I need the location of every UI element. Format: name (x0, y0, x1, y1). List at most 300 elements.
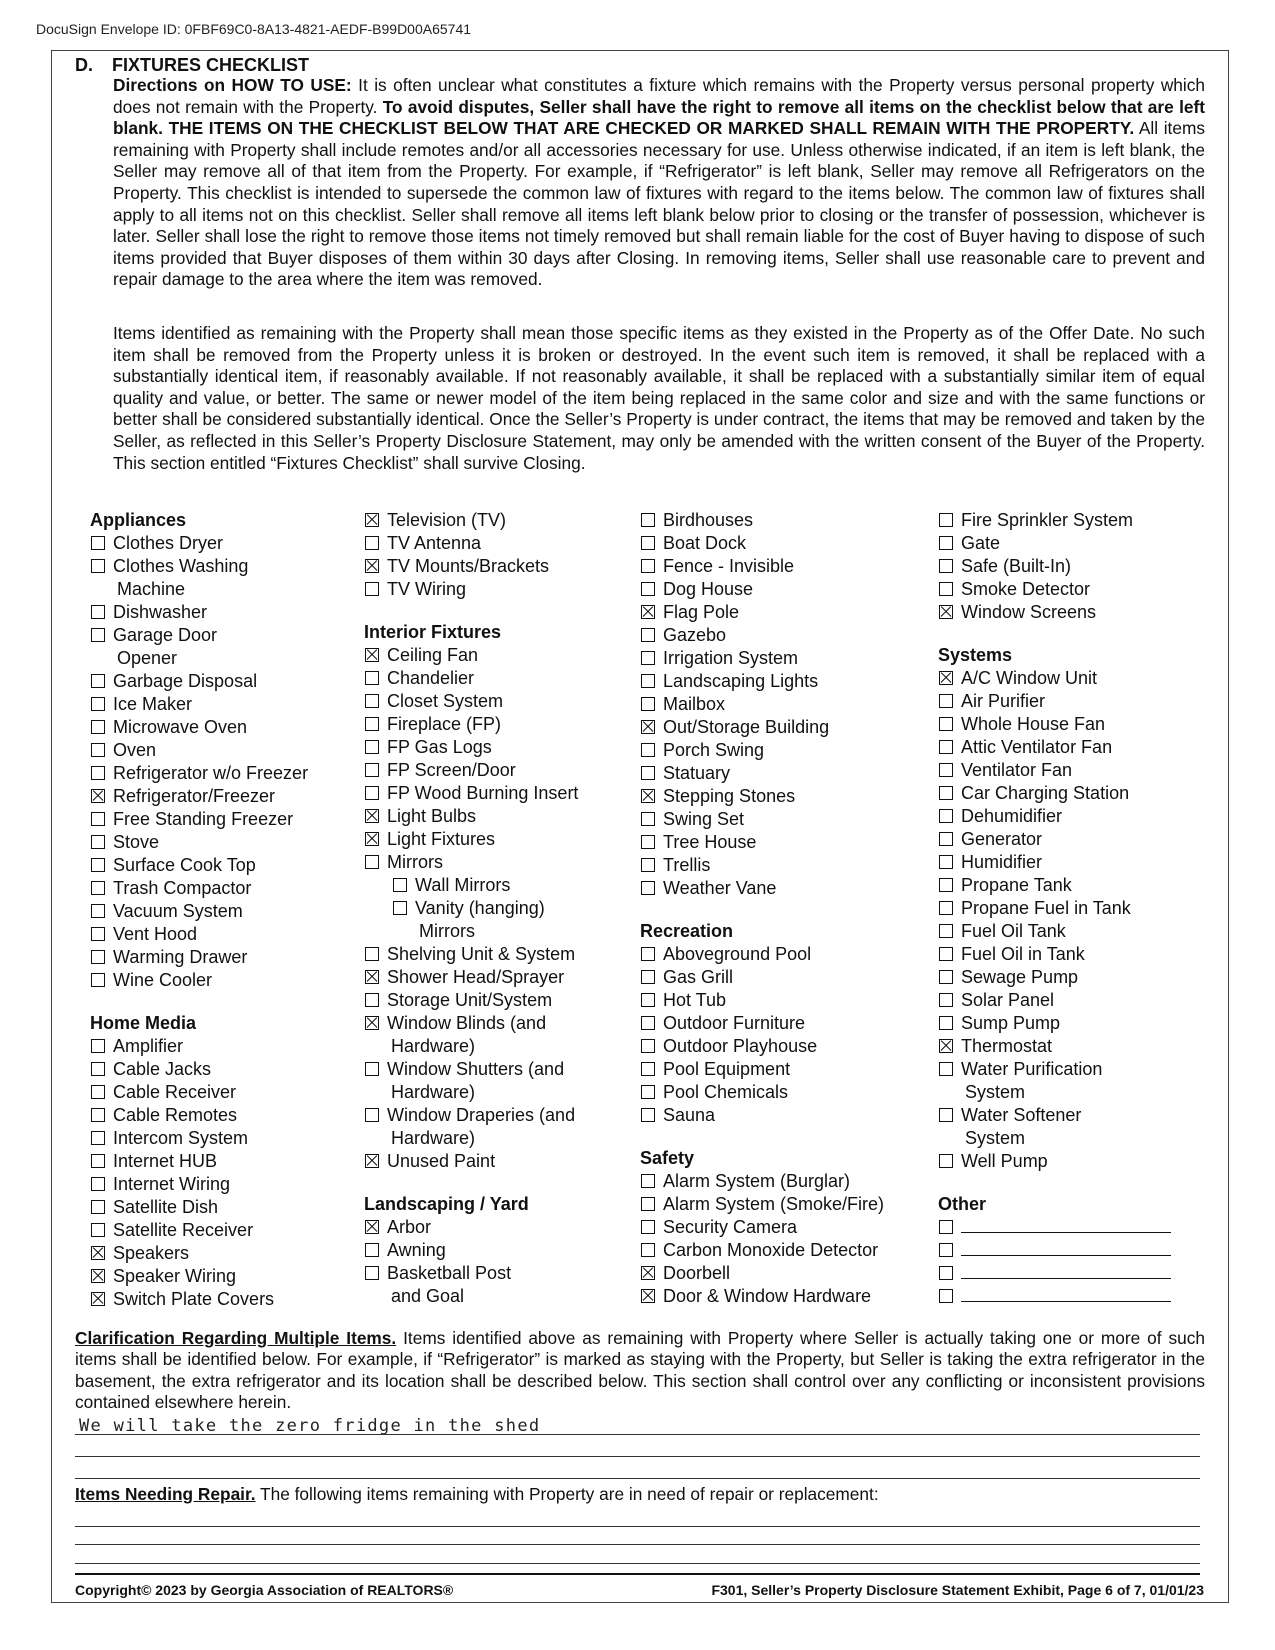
checkbox-empty-icon[interactable] (365, 1266, 379, 1280)
checklist-item-window-draperies-and[interactable] (364, 1104, 624, 1150)
other-item-blank-field[interactable] (961, 1240, 1171, 1256)
checkbox-empty-icon[interactable] (365, 1062, 379, 1076)
checkbox-empty-icon[interactable] (365, 536, 379, 550)
checkbox-checked-icon[interactable] (91, 789, 105, 803)
checklist-item-label: Tree House (663, 832, 757, 852)
checkbox-empty-icon[interactable] (641, 651, 655, 665)
checklist-item-internet-wiring[interactable] (90, 1173, 350, 1196)
checkbox-checked-icon[interactable] (91, 1246, 105, 1260)
checklist-item-stepping-stones[interactable] (640, 785, 905, 808)
checklist-item-dog-house[interactable] (640, 578, 905, 601)
checklist-item-porch-swing[interactable] (640, 739, 905, 762)
checkbox-empty-icon[interactable] (91, 858, 105, 872)
checkbox-empty-icon[interactable] (641, 947, 655, 961)
checkbox-empty-icon[interactable] (939, 694, 953, 708)
checklist-item-fire-sprinkler-system[interactable] (938, 509, 1198, 532)
checklist-item-label: Gazebo (663, 625, 727, 645)
checklist-item-surface-cook-top[interactable] (90, 854, 350, 877)
checklist-item-label-continued: Mirrors (419, 921, 475, 941)
checklist-item-a-c-window-unit[interactable] (938, 667, 1198, 690)
directions-lead: Directions on HOW TO USE: (113, 75, 352, 95)
checklist-item-label: Aboveground Pool (663, 944, 812, 964)
checkbox-checked-icon[interactable] (365, 513, 379, 527)
category-heading-systems: Systems (938, 645, 1013, 665)
checkbox-empty-icon[interactable] (91, 674, 105, 688)
checkbox-empty-icon[interactable] (939, 1243, 953, 1257)
checklist-item-clothes-washing[interactable] (90, 555, 350, 601)
checklist-item-oven[interactable] (90, 739, 350, 762)
checklist-item-storage-unit-system[interactable] (364, 989, 624, 1012)
checkbox-empty-icon[interactable] (939, 1266, 953, 1280)
checklist-item-label: Car Charging Station (961, 783, 1130, 803)
checklist-item-car-charging-station[interactable] (938, 782, 1198, 805)
checkbox-empty-icon[interactable] (641, 1085, 655, 1099)
checkbox-empty-icon[interactable] (365, 740, 379, 754)
checklist-item-vent-hood[interactable] (90, 923, 350, 946)
checklist-item-well-pump[interactable] (938, 1150, 1198, 1173)
checkbox-empty-icon[interactable] (939, 559, 953, 573)
checklist-item-speakers[interactable] (90, 1242, 350, 1265)
checklist-item-other-blank[interactable] (938, 1239, 1198, 1262)
checklist-item-label: Propane Fuel in Tank (961, 898, 1131, 918)
checklist-item-gate[interactable] (938, 532, 1198, 555)
checklist-item-shower-head-sprayer[interactable] (364, 966, 624, 989)
checkbox-empty-icon[interactable] (641, 1174, 655, 1188)
checkbox-empty-icon[interactable] (641, 1062, 655, 1076)
checklist-item-ice-maker[interactable] (90, 693, 350, 716)
checklist-item-label: Warming Drawer (113, 947, 248, 967)
section-gap (640, 1127, 905, 1147)
checklist-item-label: Alarm System (Smoke/Fire) (663, 1194, 885, 1214)
checkbox-empty-icon[interactable] (939, 740, 953, 754)
checklist-item-mailbox[interactable] (640, 693, 905, 716)
checklist-item-stove[interactable] (90, 831, 350, 854)
checklist-item-air-purifier[interactable] (938, 690, 1198, 713)
checklist-item-label: Refrigerator/Freezer (113, 786, 276, 806)
category-heading-other: Other (938, 1194, 987, 1214)
checklist-item-label: Pool Chemicals (663, 1082, 789, 1102)
checkbox-empty-icon[interactable] (641, 628, 655, 642)
checklist-item-sump-pump[interactable] (938, 1012, 1198, 1035)
checklist-item-tv-antenna[interactable] (364, 532, 624, 555)
checkbox-empty-icon[interactable] (91, 1177, 105, 1191)
clarification-line[interactable] (75, 1434, 1200, 1435)
checklist-item-label: Sump Pump (961, 1013, 1061, 1033)
checkbox-empty-icon[interactable] (641, 858, 655, 872)
checkbox-empty-icon[interactable] (91, 927, 105, 941)
checkbox-empty-icon[interactable] (91, 950, 105, 964)
checkbox-empty-icon[interactable] (91, 1131, 105, 1145)
checklist-item-garage-door[interactable] (90, 624, 350, 670)
checklist-item-gas-grill[interactable] (640, 966, 905, 989)
checklist-item-smoke-detector[interactable] (938, 578, 1198, 601)
checklist-item-label: Generator (961, 829, 1043, 849)
checkbox-empty-icon[interactable] (91, 1062, 105, 1076)
checklist-item-gazebo[interactable] (640, 624, 905, 647)
checklist-column-2 (364, 509, 624, 1308)
checklist-item-cable-receiver[interactable] (90, 1081, 350, 1104)
checklist-item-free-standing-freezer[interactable] (90, 808, 350, 831)
checkbox-empty-icon[interactable] (365, 786, 379, 800)
checklist-item-weather-vane[interactable] (640, 877, 905, 900)
category-heading-home-media: Home Media (90, 1013, 197, 1033)
checklist-item-label: Water Softener (961, 1105, 1082, 1125)
other-item-blank-field[interactable] (961, 1263, 1171, 1279)
clarification-line[interactable] (75, 1456, 1200, 1457)
checkbox-checked-icon[interactable] (939, 605, 953, 619)
checkbox-checked-icon[interactable] (939, 1039, 953, 1053)
checklist-item-tree-house[interactable] (640, 831, 905, 854)
checkbox-empty-icon[interactable] (91, 1154, 105, 1168)
checklist-item-aboveground-pool[interactable] (640, 943, 905, 966)
checklist-item-satellite-dish[interactable] (90, 1196, 350, 1219)
checkbox-empty-icon[interactable] (641, 536, 655, 550)
checkbox-empty-icon[interactable] (91, 1108, 105, 1122)
checklist-item-basketball-post[interactable] (364, 1262, 624, 1308)
checkbox-empty-icon[interactable] (91, 835, 105, 849)
checkbox-checked-icon[interactable] (365, 1154, 379, 1168)
checklist-item-label: Outdoor Furniture (663, 1013, 806, 1033)
checklist-item-trellis[interactable] (640, 854, 905, 877)
clarification-text: Items identified above as remaining with Property where Seller is actually taking one or more of such items shall be identified below. For example, if “Refrigerator” is marked as staying with the Property, but Seller is taking the extra refrigerator in the basement, the extra refrigerator and its location shall be described below. This section shall control over any conflicting or inconsistent provisions contained elsewhere herein. (75, 1328, 1205, 1413)
checklist-item-tv-mounts-brackets[interactable] (364, 555, 624, 578)
checkbox-empty-icon[interactable] (641, 970, 655, 984)
checklist-item-boat-dock[interactable] (640, 532, 905, 555)
checkbox-empty-icon[interactable] (641, 582, 655, 596)
checkbox-empty-icon[interactable] (939, 1062, 953, 1076)
checklist-item-safe-built-in[interactable] (938, 555, 1198, 578)
checkbox-empty-icon[interactable] (641, 513, 655, 527)
checklist-item-doorbell[interactable] (640, 1262, 905, 1285)
checkbox-empty-icon[interactable] (939, 1289, 953, 1303)
checkbox-empty-icon[interactable] (939, 1108, 953, 1122)
checklist-item-label: Storage Unit/System (387, 990, 553, 1010)
checklist-item-vacuum-system[interactable] (90, 900, 350, 923)
checkbox-checked-icon[interactable] (365, 648, 379, 662)
clarification-entry[interactable]: We will take the zero fridge in the shed (79, 1416, 541, 1436)
checkbox-checked-icon[interactable] (365, 559, 379, 573)
checklist-item-label: Cable Remotes (113, 1105, 238, 1125)
checklist-item-light-bulbs[interactable] (364, 805, 624, 828)
checkbox-empty-icon[interactable] (91, 881, 105, 895)
checklist-item-solar-panel[interactable] (938, 989, 1198, 1012)
checkbox-empty-icon[interactable] (91, 559, 105, 573)
checkbox-empty-icon[interactable] (939, 878, 953, 892)
checklist-item-whole-house-fan[interactable] (938, 713, 1198, 736)
checkbox-empty-icon[interactable] (91, 743, 105, 757)
checklist-item-label: Gas Grill (663, 967, 734, 987)
checklist-item-door-window-hardware[interactable] (640, 1285, 905, 1308)
checkbox-empty-icon[interactable] (641, 697, 655, 711)
checkbox-empty-icon[interactable] (91, 1039, 105, 1053)
checklist-item-label-continued: Machine (117, 579, 186, 599)
checklist-item-fp-gas-logs[interactable] (364, 736, 624, 759)
checkbox-empty-icon[interactable] (939, 1220, 953, 1234)
checkbox-empty-icon[interactable] (641, 559, 655, 573)
checkbox-empty-icon[interactable] (939, 855, 953, 869)
checklist-item-shelving-unit-system[interactable] (364, 943, 624, 966)
checkbox-empty-icon[interactable] (365, 582, 379, 596)
checklist-item-label: Whole House Fan (961, 714, 1106, 734)
checkbox-empty-icon[interactable] (939, 1154, 953, 1168)
checkbox-checked-icon[interactable] (365, 1220, 379, 1234)
checklist-item-ventilator-fan[interactable] (938, 759, 1198, 782)
checkbox-empty-icon[interactable] (91, 1223, 105, 1237)
checklist-item-tv-wiring[interactable] (364, 578, 624, 601)
checkbox-checked-icon[interactable] (641, 789, 655, 803)
checklist-item-dishwasher[interactable] (90, 601, 350, 624)
checklist-item-pool-chemicals[interactable] (640, 1081, 905, 1104)
checklist-item-fuel-oil-tank[interactable] (938, 920, 1198, 943)
checklist-item-satellite-receiver[interactable] (90, 1219, 350, 1242)
checkbox-empty-icon[interactable] (939, 901, 953, 915)
checklist-item-label: Ice Maker (113, 694, 193, 714)
checklist-item-label: Clothes Dryer (113, 533, 224, 553)
checklist-item-label-continued: System (965, 1128, 1026, 1148)
checkbox-empty-icon[interactable] (91, 1085, 105, 1099)
checkbox-empty-icon[interactable] (641, 835, 655, 849)
checkbox-empty-icon[interactable] (365, 855, 379, 869)
checkbox-empty-icon[interactable] (365, 763, 379, 777)
checklist-item-intercom-system[interactable] (90, 1127, 350, 1150)
checkbox-empty-icon[interactable] (939, 763, 953, 777)
checklist-item-refrigerator-w-o-freezer[interactable] (90, 762, 350, 785)
checklist-item-thermostat[interactable] (938, 1035, 1198, 1058)
checkbox-checked-icon[interactable] (641, 1289, 655, 1303)
checklist-item-sewage-pump[interactable] (938, 966, 1198, 989)
checkbox-empty-icon[interactable] (365, 993, 379, 1007)
other-item-blank-field[interactable] (961, 1286, 1171, 1302)
repair-line[interactable] (75, 1526, 1200, 1527)
checklist-item-fuel-oil-in-tank[interactable] (938, 943, 1198, 966)
checklist-item-generator[interactable] (938, 828, 1198, 851)
checkbox-empty-icon[interactable] (91, 697, 105, 711)
checkbox-checked-icon[interactable] (365, 809, 379, 823)
checklist-item-warming-drawer[interactable] (90, 946, 350, 969)
checklist-item-fireplace-fp[interactable] (364, 713, 624, 736)
checkbox-empty-icon[interactable] (365, 717, 379, 731)
checklist-item-clothes-dryer[interactable] (90, 532, 350, 555)
checklist-item-water-purification[interactable] (938, 1058, 1198, 1104)
checklist-item-television-tv[interactable] (364, 509, 624, 532)
repair-line[interactable] (75, 1563, 1200, 1564)
checklist-item-birdhouses[interactable] (640, 509, 905, 532)
checklist-item-swing-set[interactable] (640, 808, 905, 831)
checkbox-checked-icon[interactable] (365, 1016, 379, 1030)
checklist-item-chandelier[interactable] (364, 667, 624, 690)
checklist-item-arbor[interactable] (364, 1216, 624, 1239)
checklist-item-label: Refrigerator w/o Freezer (113, 763, 309, 783)
checklist-item-label: Birdhouses (663, 510, 754, 530)
checkbox-empty-icon[interactable] (365, 694, 379, 708)
checkbox-empty-icon[interactable] (939, 993, 953, 1007)
checklist-item-outdoor-furniture[interactable] (640, 1012, 905, 1035)
checkbox-empty-icon[interactable] (641, 1220, 655, 1234)
checklist-item-sauna[interactable] (640, 1104, 905, 1127)
checklist-item-ceiling-fan[interactable] (364, 644, 624, 667)
checkbox-empty-icon[interactable] (365, 947, 379, 961)
checklist-item-label: FP Wood Burning Insert (387, 783, 579, 803)
checklist-item-internet-hub[interactable] (90, 1150, 350, 1173)
checkbox-empty-icon[interactable] (641, 1108, 655, 1122)
checklist-item-propane-tank[interactable] (938, 874, 1198, 897)
checkbox-empty-icon[interactable] (91, 536, 105, 550)
clarification-line[interactable] (75, 1478, 1200, 1479)
checklist-item-vanity-hanging[interactable] (392, 897, 624, 943)
checklist-item-light-fixtures[interactable] (364, 828, 624, 851)
checklist-item-other-blank[interactable] (938, 1285, 1198, 1308)
repair-heading: Items Needing Repair. (75, 1484, 256, 1504)
checkbox-empty-icon[interactable] (91, 605, 105, 619)
checklist-item-label: Intercom System (113, 1128, 249, 1148)
checklist-item-label: Air Purifier (961, 691, 1046, 711)
checkbox-empty-icon[interactable] (91, 904, 105, 918)
checkbox-empty-icon[interactable] (641, 812, 655, 826)
checkbox-empty-icon[interactable] (939, 786, 953, 800)
checklist-item-switch-plate-covers[interactable] (90, 1288, 350, 1311)
checklist-item-awning[interactable] (364, 1239, 624, 1262)
checklist-item-label: Surface Cook Top (113, 855, 256, 875)
checkbox-empty-icon[interactable] (641, 1016, 655, 1030)
checkbox-checked-icon[interactable] (91, 1269, 105, 1283)
checklist-item-label: Stove (113, 832, 160, 852)
checkbox-empty-icon[interactable] (91, 720, 105, 734)
checklist-item-security-camera[interactable] (640, 1216, 905, 1239)
checklist-item-label: Shelving Unit & System (387, 944, 576, 964)
checklist-item-statuary[interactable] (640, 762, 905, 785)
checkbox-checked-icon[interactable] (365, 832, 379, 846)
checkbox-empty-icon[interactable] (939, 536, 953, 550)
checkbox-empty-icon[interactable] (641, 881, 655, 895)
checklist-item-alarm-system-burglar[interactable] (640, 1170, 905, 1193)
checkbox-empty-icon[interactable] (939, 924, 953, 938)
checkbox-empty-icon[interactable] (641, 1197, 655, 1211)
checklist-item-out-storage-building[interactable] (640, 716, 905, 739)
checklist-item-pool-equipment[interactable] (640, 1058, 905, 1081)
checklist-item-dehumidifier[interactable] (938, 805, 1198, 828)
checkbox-empty-icon[interactable] (939, 1016, 953, 1030)
checklist-item-fp-screen-door[interactable] (364, 759, 624, 782)
checklist-item-other-blank[interactable] (938, 1216, 1198, 1239)
checkbox-empty-icon[interactable] (365, 1108, 379, 1122)
repair-line[interactable] (75, 1544, 1200, 1545)
checkbox-empty-icon[interactable] (641, 766, 655, 780)
checkbox-empty-icon[interactable] (91, 766, 105, 780)
checkbox-empty-icon[interactable] (641, 743, 655, 757)
checkbox-checked-icon[interactable] (939, 671, 953, 685)
checkbox-checked-icon[interactable] (365, 970, 379, 984)
checklist-item-label: Stepping Stones (663, 786, 796, 806)
checklist-item-label: Shower Head/Sprayer (387, 967, 565, 987)
checklist-item-alarm-system-smoke-fire[interactable] (640, 1193, 905, 1216)
checklist-column-4 (938, 509, 1198, 1308)
section-gap (938, 624, 1198, 644)
checkbox-empty-icon[interactable] (939, 832, 953, 846)
checklist-item-wine-cooler[interactable] (90, 969, 350, 992)
checkbox-checked-icon[interactable] (641, 1266, 655, 1280)
checkbox-empty-icon[interactable] (939, 970, 953, 984)
checklist-item-propane-fuel-in-tank[interactable] (938, 897, 1198, 920)
checkbox-empty-icon[interactable] (939, 513, 953, 527)
checkbox-empty-icon[interactable] (91, 628, 105, 642)
checklist-item-label: Well Pump (961, 1151, 1048, 1171)
checkbox-empty-icon[interactable] (939, 717, 953, 731)
checklist-item-water-softener[interactable] (938, 1104, 1198, 1150)
checklist-item-mirrors[interactable] (364, 851, 624, 874)
checklist-item-speaker-wiring[interactable] (90, 1265, 350, 1288)
other-item-blank-field[interactable] (961, 1217, 1171, 1233)
checklist-item-flag-pole[interactable] (640, 601, 905, 624)
checklist-item-window-blinds-and[interactable] (364, 1012, 624, 1058)
checkbox-empty-icon[interactable] (393, 878, 407, 892)
checklist-item-microwave-oven[interactable] (90, 716, 350, 739)
checkbox-checked-icon[interactable] (91, 1292, 105, 1306)
checkbox-empty-icon[interactable] (641, 1039, 655, 1053)
checklist-item-refrigerator-freezer[interactable] (90, 785, 350, 808)
checklist-item-amplifier[interactable] (90, 1035, 350, 1058)
checklist-item-hot-tub[interactable] (640, 989, 905, 1012)
checkbox-empty-icon[interactable] (91, 973, 105, 987)
checklist-item-label: Statuary (663, 763, 731, 783)
checklist-item-garbage-disposal[interactable] (90, 670, 350, 693)
checklist-item-trash-compactor[interactable] (90, 877, 350, 900)
checklist-item-window-shutters-and[interactable] (364, 1058, 624, 1104)
footer-rule (75, 1573, 1200, 1575)
checklist-item-label: Dishwasher (113, 602, 208, 622)
checkbox-empty-icon[interactable] (641, 1243, 655, 1257)
checklist-item-label: Garage Door (113, 625, 218, 645)
checklist-item-irrigation-system[interactable] (640, 647, 905, 670)
checklist-item-label: Ventilator Fan (961, 760, 1073, 780)
checkbox-checked-icon[interactable] (641, 605, 655, 619)
checkbox-empty-icon[interactable] (365, 1243, 379, 1257)
checkbox-empty-icon[interactable] (939, 582, 953, 596)
checklist-item-window-screens[interactable] (938, 601, 1198, 624)
checklist-item-label-continued: System (965, 1082, 1026, 1102)
checklist-item-label: Irrigation System (663, 648, 799, 668)
checkbox-empty-icon[interactable] (939, 809, 953, 823)
checklist-item-attic-ventilator-fan[interactable] (938, 736, 1198, 759)
directions-text-1: It is often unclear what constitutes a fixture which remains with the Property versus personal property which does not remain with the Property. (113, 75, 1205, 117)
checkbox-empty-icon[interactable] (91, 812, 105, 826)
checklist-item-unused-paint[interactable] (364, 1150, 624, 1173)
checklist-item-wall-mirrors[interactable] (392, 874, 624, 897)
checklist-item-label: Hot Tub (663, 990, 727, 1010)
checklist-item-closet-system[interactable] (364, 690, 624, 713)
checklist-item-label: Flag Pole (663, 602, 740, 622)
checklist-item-label: Pool Equipment (663, 1059, 791, 1079)
checklist-item-carbon-monoxide-detector[interactable] (640, 1239, 905, 1262)
checklist-item-humidifier[interactable] (938, 851, 1198, 874)
checklist-item-label: Switch Plate Covers (113, 1289, 275, 1309)
checkbox-empty-icon[interactable] (939, 947, 953, 961)
checklist-item-cable-jacks[interactable] (90, 1058, 350, 1081)
checklist-item-fp-wood-burning-insert[interactable] (364, 782, 624, 805)
checkbox-checked-icon[interactable] (641, 720, 655, 734)
checklist-item-label: A/C Window Unit (961, 668, 1098, 688)
checkbox-empty-icon[interactable] (91, 1200, 105, 1214)
checkbox-empty-icon[interactable] (393, 901, 407, 915)
checklist-item-landscaping-lights[interactable] (640, 670, 905, 693)
checklist-item-other-blank[interactable] (938, 1262, 1198, 1285)
checklist-item-outdoor-playhouse[interactable] (640, 1035, 905, 1058)
checkbox-empty-icon[interactable] (641, 993, 655, 1007)
checkbox-empty-icon[interactable] (365, 671, 379, 685)
checklist-item-fence-invisible[interactable] (640, 555, 905, 578)
checkbox-empty-icon[interactable] (641, 674, 655, 688)
checklist-item-label: TV Mounts/Brackets (387, 556, 550, 576)
checklist-item-cable-remotes[interactable] (90, 1104, 350, 1127)
